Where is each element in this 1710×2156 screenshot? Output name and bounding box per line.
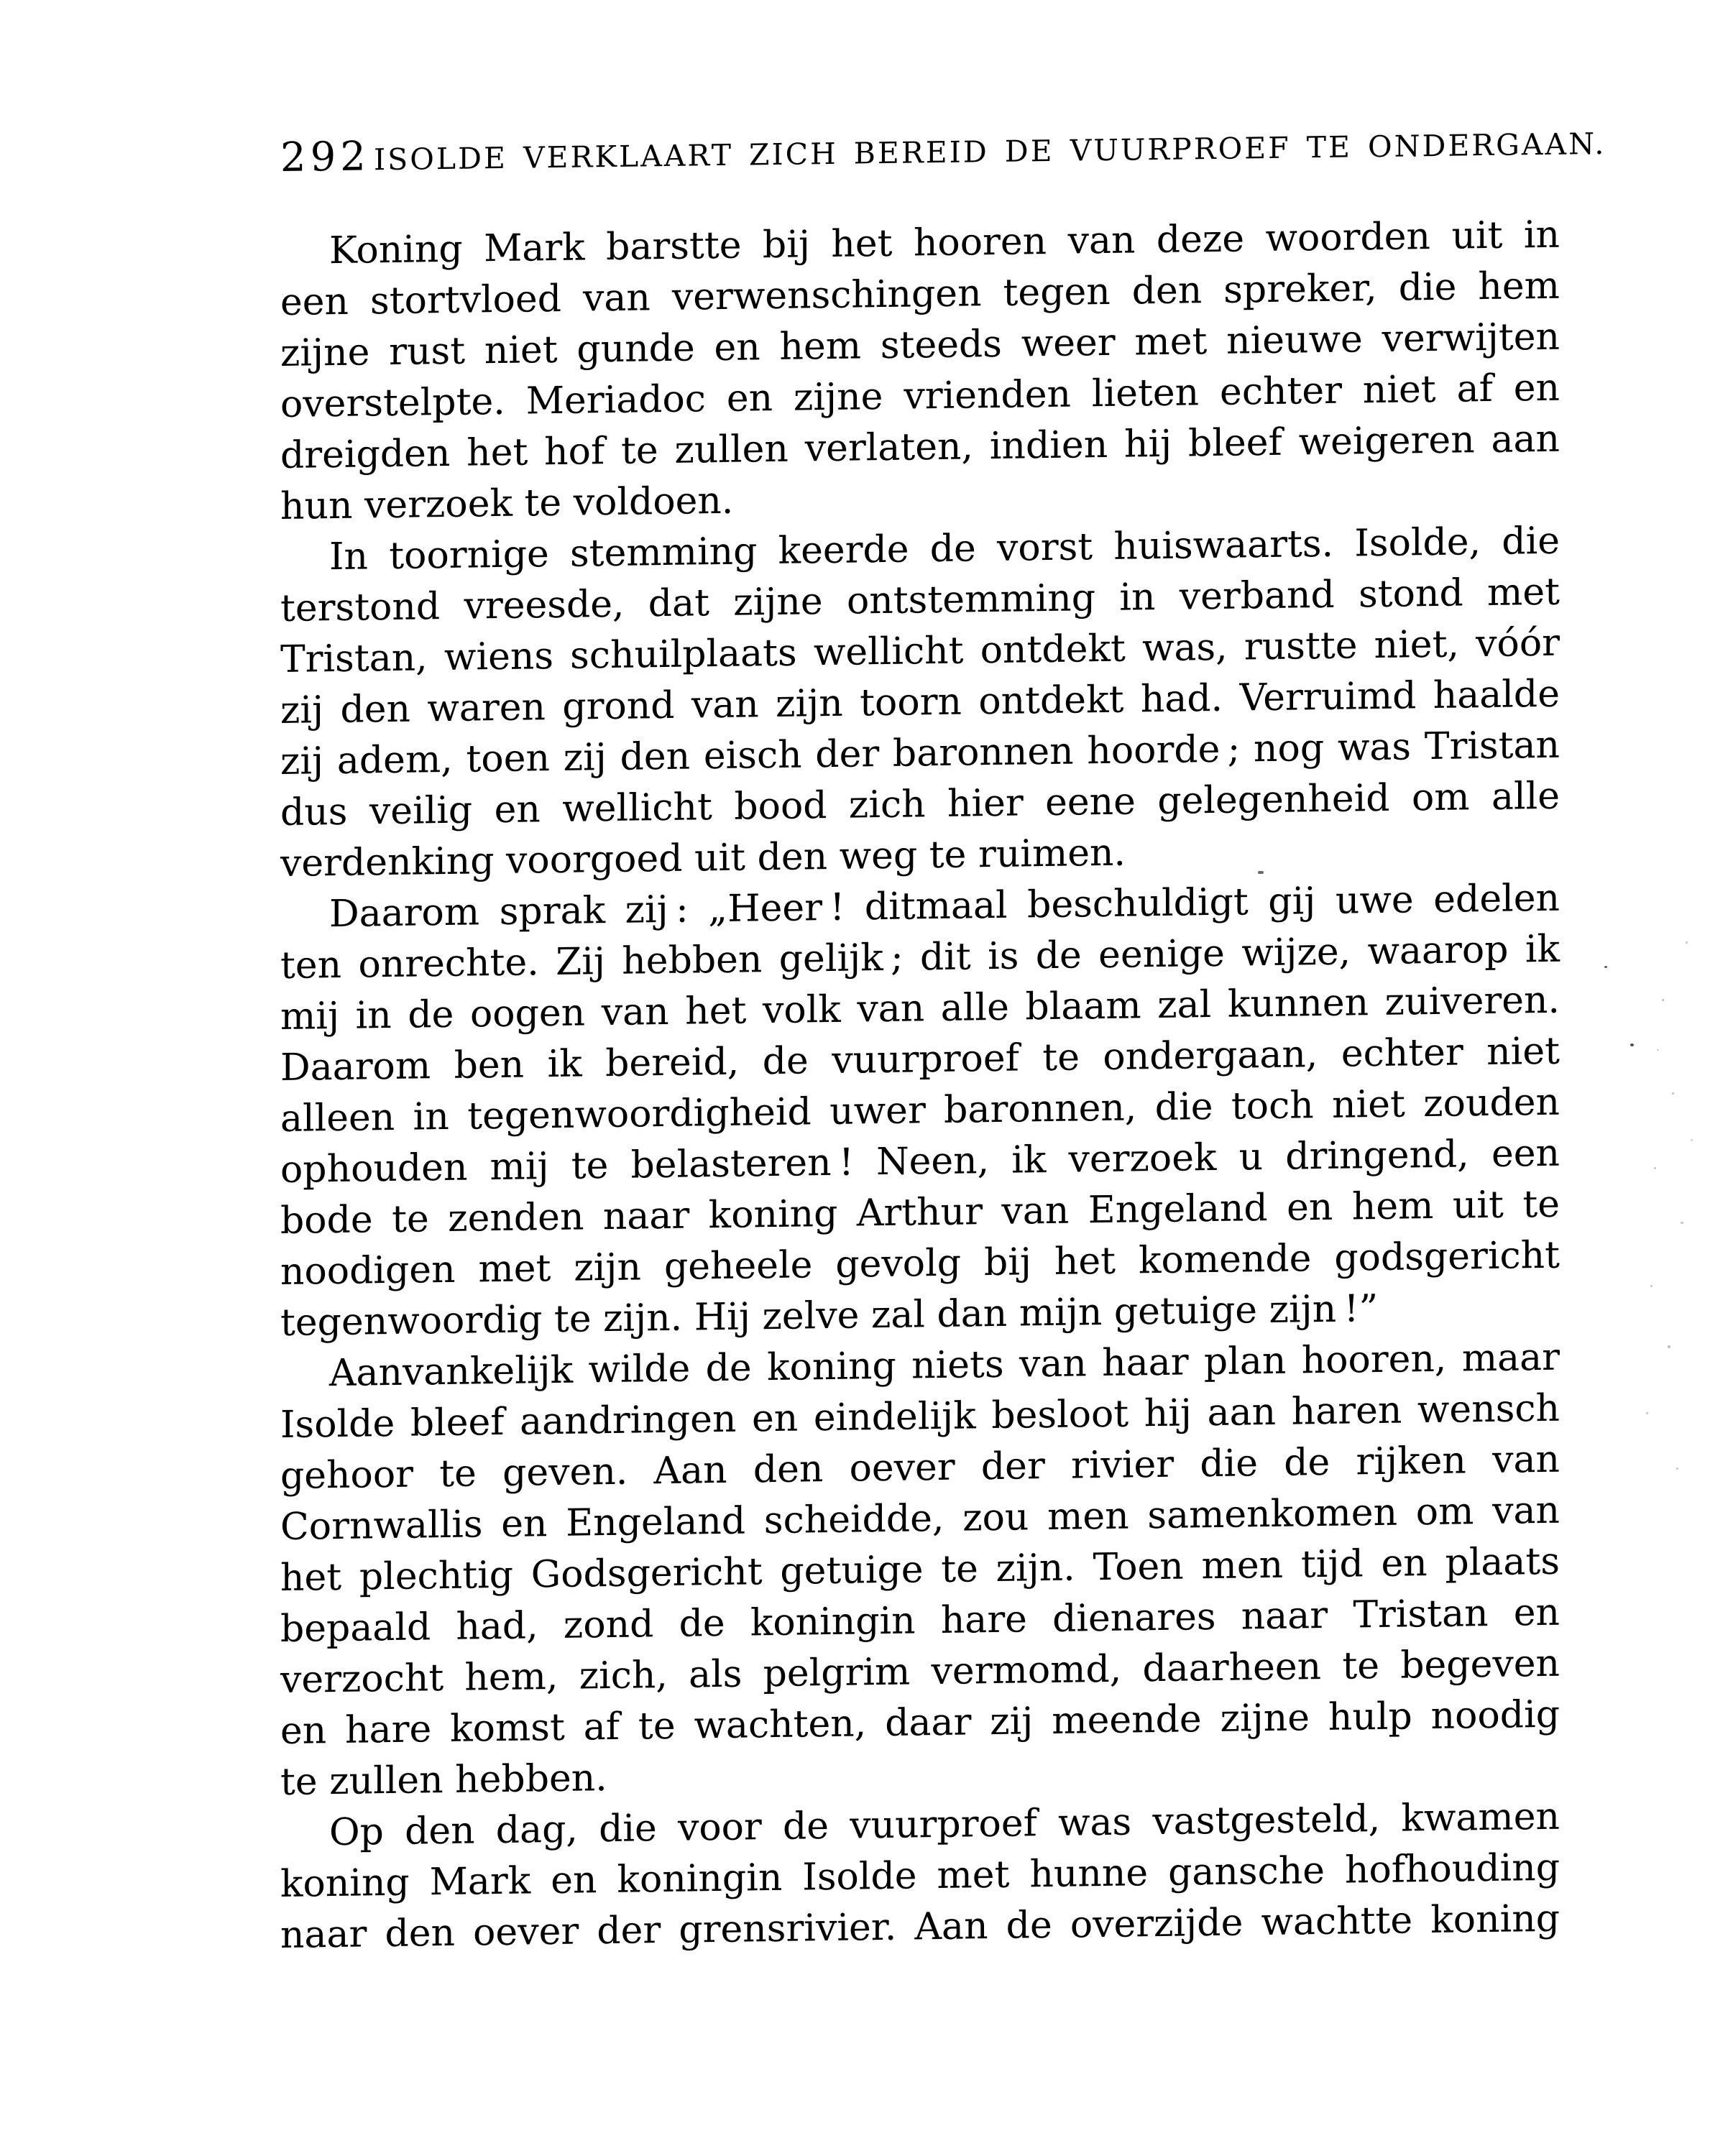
text-line: In toornige stemming keerde de vorst huiswaarts. Isolde, die [329,519,1560,579]
scan-speckle [1657,1049,1659,1051]
text-line: naar den oever der grensrivier. Aan de overzijde wachtte koning [280,1897,1560,1957]
text-line: gehoor te geven. Aan den oever der rivier die de rijken van [280,1437,1560,1498]
text-line: Cornwallis en Engeland scheidde, zou men samenkomen om van [280,1488,1560,1549]
scan-speckle [1258,871,1264,874]
scan-speckle [1662,999,1664,1001]
text-line: zijne rust niet gunde en hem steeds weer met nieuwe verwijten [280,315,1560,375]
scan-speckle [1630,1044,1634,1046]
text-line: Koning Mark barstte bij het hooren van deze woorden uit in [329,213,1560,273]
page-number: 292 [280,133,370,181]
text-line: en hare komst af te wachten, daar zij meende zijne hulp noodig [280,1692,1560,1753]
running-title: ISOLDE VERKLAART ZICH BEREID DE VUURPROEF TE ONDERGAAN. [373,126,1606,178]
scan-speckle [1691,1139,1693,1141]
text-line: mij in de oogen van het volk van alle blaam zal kunnen zuiveren. [280,978,1560,1038]
paragraph [280,516,1560,890]
text-line: Tristan, wiens schuilplaats wellicht ontdekt was, rustte niet, vóór [280,621,1560,681]
running-header [280,120,1606,189]
text-line: verdenking voorgoed uit den weg te ruimen. [280,831,1126,885]
text-line: Op den dag, die voor de vuurproef was vastgesteld, kwamen [329,1795,1560,1855]
text-line: hun verzoek te voldoen. [280,479,734,528]
text-line: ophouden mij te belasteren ! Neen, ik verzoek u dringend, een [280,1131,1560,1192]
text-line: bode te zenden naar koning Arthur van Engeland en hem uit te [280,1182,1560,1243]
text-line: Isolde bleef aandringen en eindelijk besloot hij aan haren wensch [280,1386,1560,1447]
text-line: Daarom sprak zij : „Heer ! ditmaal beschuldigt gij uwe edelen [329,876,1560,936]
paragraph [280,1332,1560,1808]
text-line: een stortvloed van verwenschingen tegen den spreker, die hem [280,264,1560,324]
text-line: dreigden het hof te zullen verlaten, indien hij bleef weigeren aan [280,417,1560,477]
body-text [280,210,1560,1961]
text-line: tegenwoordig te zijn. Hij zelve zal dan mijn getuige zijn !” [280,1287,1379,1345]
text-line: zij adem, toen zij den eisch der baronnen hoorde ; nog was Tristan [280,723,1560,783]
text-line: alleen in tegenwoordigheid uwer baronnen, die toch niet zouden [280,1080,1560,1141]
scan-speckle [1646,1412,1648,1414]
text-line: te zullen hebben. [280,1756,607,1804]
scan-speckle [1668,1345,1670,1348]
text-line: ten onrechte. Zij hebben gelijk ; dit is de eenige wijze, waarop ik [280,927,1560,987]
scan-speckle [1654,1167,1656,1169]
text-line: zij den waren grond van zijn toorn ontdekt had. Verruimd haalde [280,672,1560,732]
text-line: Aanvankelijk wilde de koning niets van haar plan hooren, maar [329,1335,1560,1396]
scan-speckle [1676,1468,1678,1470]
scan-speckle [1672,1092,1674,1095]
scan-speckle [1681,1222,1683,1224]
text-line: bepaald had, zond de koningin hare dienares naar Tristan en [280,1590,1560,1651]
text-line: terstond vreesde, dat zijne ontstemming in verband stond met [280,570,1560,630]
text-line: Daarom ben ik bereid, de vuurproef te ondergaan, echter niet [280,1029,1560,1089]
paragraph [280,873,1560,1349]
text-line: noodigen met zijn geheele gevolg bij het komende godsgericht [280,1233,1560,1294]
text-line: koning Mark en koningin Isolde met hunne gansche hofhouding [280,1846,1560,1906]
page-content [280,120,1606,1961]
text-line: het plechtig Godsgericht getuige te zijn. Toen men tijd en plaats [280,1539,1560,1600]
text-line: dus veilig en wellicht bood zich hier eene gelegenheid om alle [280,774,1560,834]
text-line: verzocht hem, zich, als pelgrim vermomd, daarheen te begeven [280,1641,1560,1702]
scan-speckle [1604,966,1607,968]
paragraph [280,210,1560,533]
scan-speckle [1650,1285,1652,1287]
text-line: overstelpte. Meriadoc en zijne vrienden lieten echter niet af en [280,366,1560,426]
scan-speckle [1686,941,1688,944]
paragraph [280,1792,1560,1961]
